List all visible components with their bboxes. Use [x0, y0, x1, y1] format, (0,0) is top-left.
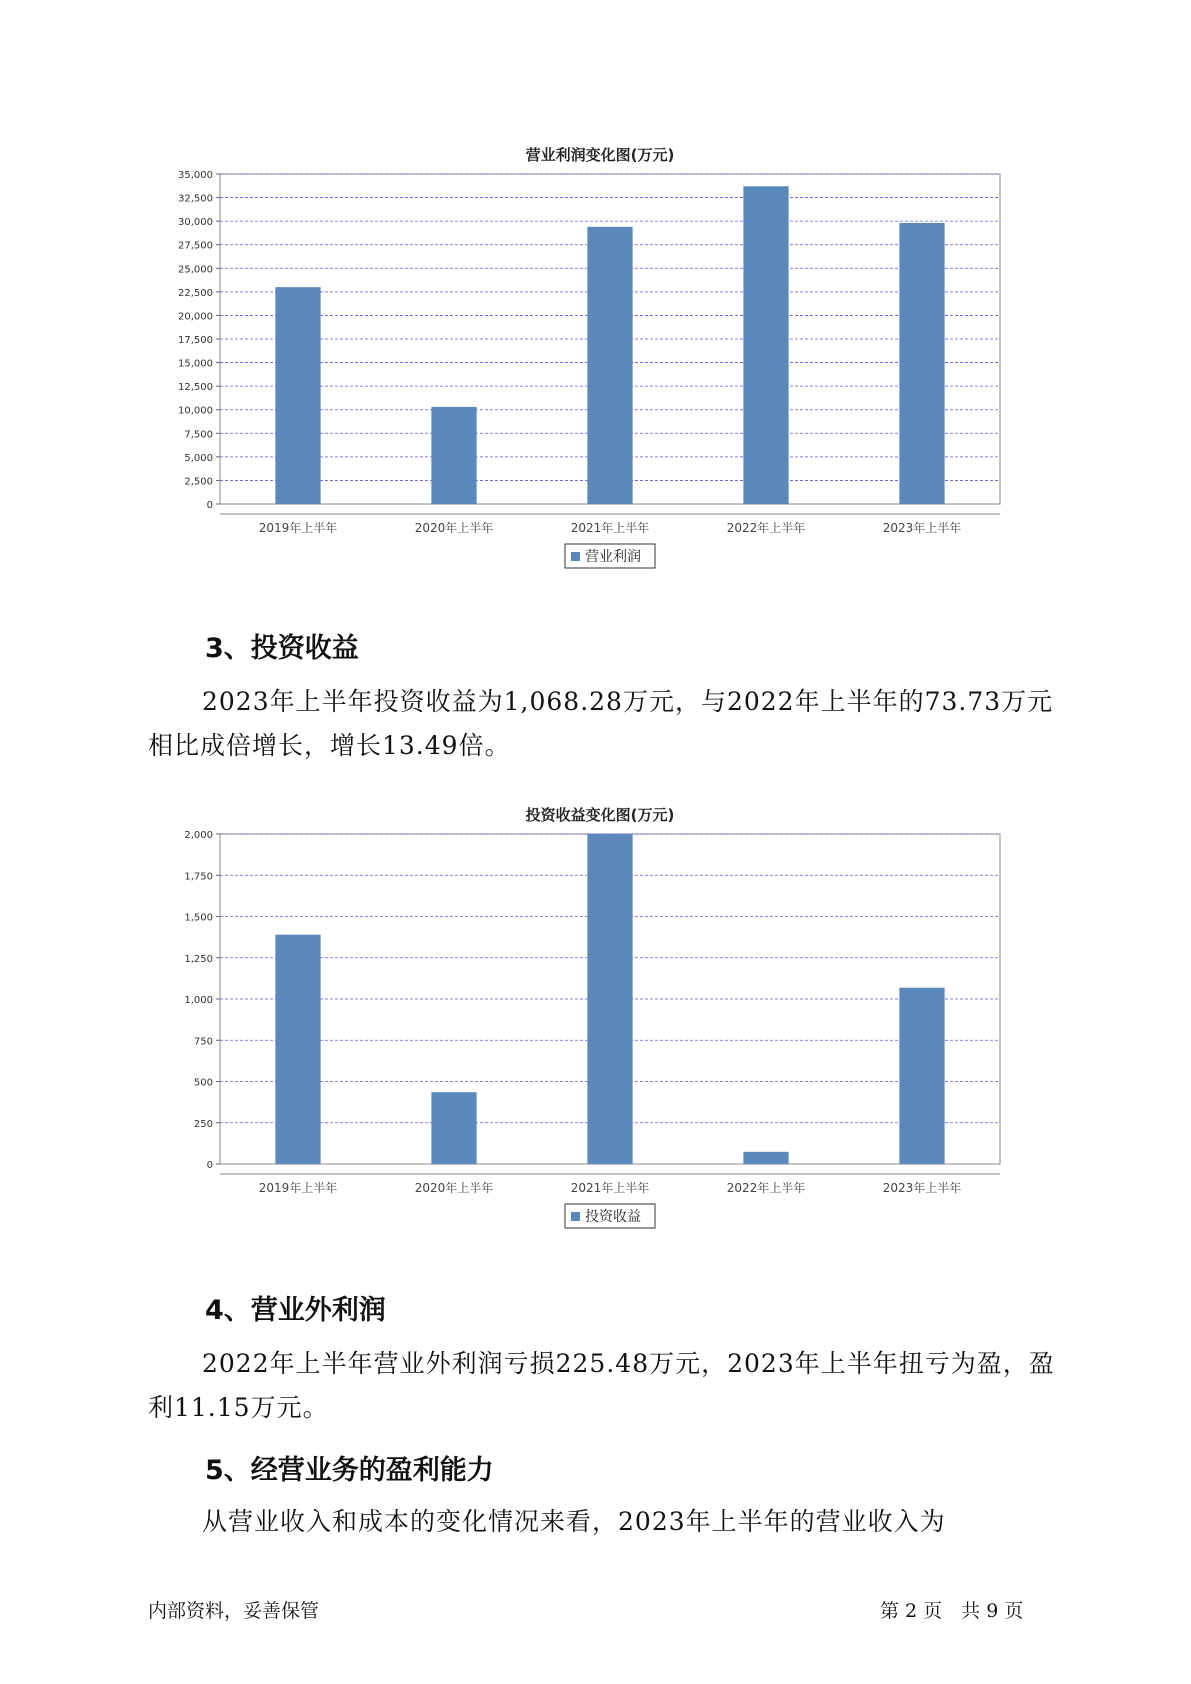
- operating-profit-chart: [160, 138, 1040, 588]
- y-tick-label: 5,000: [184, 452, 213, 464]
- x-tick-label: 2020年上半年: [414, 521, 494, 535]
- x-tick-label: 2023年上半年: [882, 1181, 962, 1195]
- y-tick-label: 1,250: [184, 953, 213, 965]
- x-tick-label: 2023年上半年: [882, 521, 962, 535]
- y-tick-label: 27,500: [178, 240, 213, 252]
- y-tick-label: 22,500: [178, 287, 213, 299]
- bar: [275, 935, 320, 1164]
- section-heading: 3、投资收益: [205, 633, 359, 664]
- legend-label: 投资收益: [585, 1209, 641, 1225]
- x-tick-label: 2020年上半年: [414, 1181, 494, 1195]
- bar: [743, 186, 788, 504]
- x-tick-label: 2022年上半年: [726, 1181, 806, 1195]
- bar: [431, 1092, 476, 1164]
- x-tick-label: 2019年上半年: [258, 1181, 338, 1195]
- y-tick-label: 10,000: [178, 405, 213, 417]
- y-tick-label: 30,000: [178, 217, 213, 229]
- footer-left: 内部资料，妥善保管: [148, 1600, 320, 1622]
- y-tick-label: 17,500: [178, 335, 213, 346]
- bar: [275, 287, 320, 504]
- section-paragraph: 从营业收入和成本的变化情况来看，2023年上半年的营业收入为: [202, 1507, 946, 1536]
- legend-label: 营业利润: [585, 549, 641, 565]
- chart-title: 投资收益变化图(万元): [525, 806, 675, 824]
- y-tick-label: 2,500: [184, 476, 213, 488]
- bar: [431, 407, 476, 504]
- x-tick-label: 2021年上半年: [570, 521, 650, 535]
- y-tick-label: 750: [193, 1036, 213, 1048]
- section-paragraph: 2022年上半年营业外利润亏损225.48万元，2023年上半年扭亏为盈，盈利11.15万元。: [148, 1349, 1055, 1422]
- x-tick-label: 2022年上半年: [726, 521, 806, 535]
- chart-svg: [160, 822, 1040, 1252]
- bar: [899, 988, 944, 1164]
- y-tick-label: 0: [206, 500, 213, 511]
- y-tick-label: 1,750: [184, 871, 213, 883]
- y-tick-label: 250: [193, 1118, 213, 1130]
- y-tick-label: 7,500: [184, 429, 213, 441]
- x-tick-label: 2019年上半年: [258, 521, 338, 535]
- y-tick-label: 25,000: [178, 264, 213, 276]
- legend-swatch: [571, 1212, 580, 1221]
- footer-page-number: 第 2 页 共 9 页: [880, 1600, 1024, 1622]
- bar: [743, 1152, 788, 1164]
- section-heading: 5、经营业务的盈利能力: [205, 1455, 494, 1486]
- investment-income-chart: [160, 800, 1040, 1260]
- y-tick-label: 500: [193, 1077, 213, 1089]
- y-tick-label: 15,000: [178, 358, 213, 370]
- section-heading: 4、营业外利润: [205, 1295, 386, 1326]
- legend-swatch: [571, 552, 580, 561]
- y-tick-label: 1,500: [184, 912, 213, 924]
- y-tick-label: 35,000: [178, 170, 213, 181]
- bar: [899, 223, 944, 504]
- y-tick-label: 1,000: [184, 995, 213, 1006]
- y-tick-label: 12,500: [178, 382, 213, 394]
- bar: [587, 227, 632, 504]
- y-tick-label: 2,000: [184, 830, 213, 841]
- y-tick-label: 32,500: [178, 193, 213, 205]
- chart-svg: [160, 162, 1040, 592]
- x-tick-label: 2021年上半年: [570, 1181, 650, 1195]
- chart-title: 营业利润变化图(万元): [525, 146, 675, 164]
- y-tick-label: 0: [206, 1160, 213, 1171]
- section-paragraph: 2023年上半年投资收益为1,068.28万元，与2022年上半年的73.73万元相比成倍增长，增长13.49倍。: [148, 687, 1054, 760]
- y-tick-label: 20,000: [178, 311, 213, 323]
- bar: [587, 834, 632, 1164]
